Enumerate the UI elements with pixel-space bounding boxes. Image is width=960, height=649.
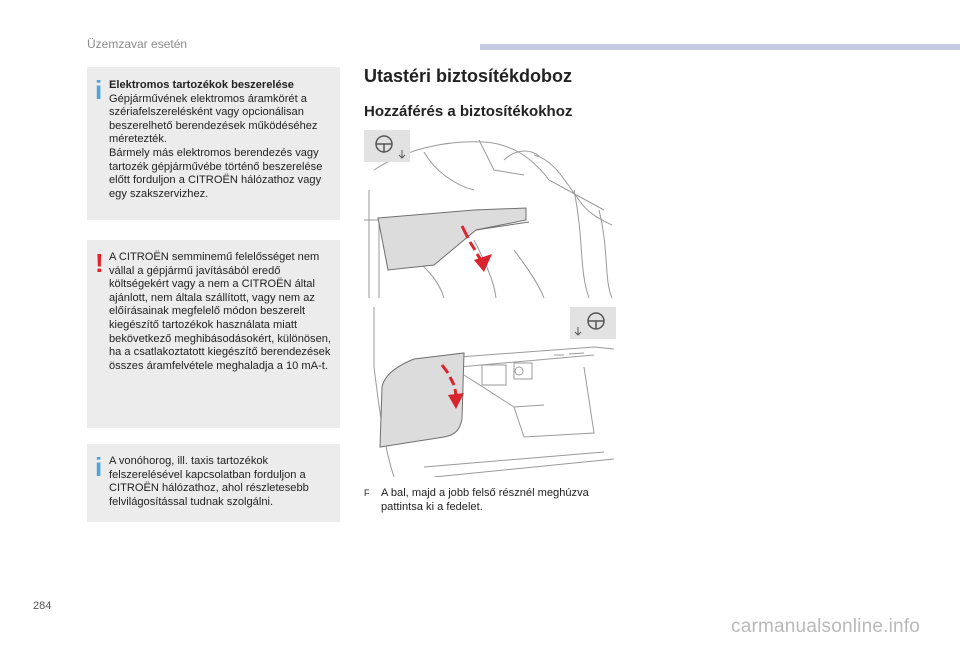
steering-wheel-icon: [570, 307, 616, 339]
page-title: Utastéri biztosítékdoboz: [364, 66, 573, 86]
info-icon: i: [95, 75, 103, 105]
section-header-title: Üzemzavar esetén: [87, 37, 188, 51]
warning-icon: !: [95, 248, 104, 278]
page-number: 284: [33, 600, 52, 612]
info-box-paragraph: Gépjárművének elektromos áramkörét a szériafelszerelésként vagy opcionálisan beszerelhető berendezések működéséhez méretezték.: [109, 92, 318, 146]
instruction-text: A bal, majd a jobb felső résznél meghúzva pattintsa ki a fedelet.: [381, 487, 589, 513]
info-box-paragraph: A vonóhorog, ill. taxis tartozékok felszerelésével kapcsolatban forduljon a CITROËN hálózathoz, ahol részletesebb felvilágosítással tudnak szolgálni.: [109, 455, 309, 508]
instruction-step: [364, 487, 624, 514]
watermark: carmanualsonline.info: [731, 616, 921, 637]
info-box-electrical-accessories: [87, 67, 340, 220]
dashboard-fusebox-illustration: [364, 130, 616, 300]
warning-box-paragraph: A CITROËN semminemű felelősséget nem vállal a gépjármű javításából eredő költségekért vagy a nem a CITROËN által ajánlott, nem általa szállított, vagy nem az előírásainak megfelelő módon beszerelt kiegészítő tartozékok használata miatt bekövetkező meghibásodásokért, különösen, ha a csatlakoztatott kiegészítő berendezések összes áramfelvétele meghaladja a 10 mA-t.: [109, 251, 332, 372]
fusebox-cover-illustration: [364, 307, 616, 477]
info-icon: i: [95, 452, 103, 482]
info-box-heading: Elektromos tartozékok beszerelése: [109, 79, 294, 91]
warning-box-liability: [87, 240, 340, 428]
instruction-marker: F: [364, 488, 370, 498]
header-bar: [480, 44, 960, 50]
steering-wheel-icon: [364, 130, 410, 162]
section-subtitle: Hozzáférés a biztosítékokhoz: [364, 103, 573, 120]
info-box-paragraph: Bármely más elektromos berendezés vagy tartozék gépjárművébe történő beszerelése előtt forduljon a CITROËN hálózathoz vagy egy szakszervizhez.: [109, 146, 323, 200]
info-box-towbar: [87, 444, 340, 522]
